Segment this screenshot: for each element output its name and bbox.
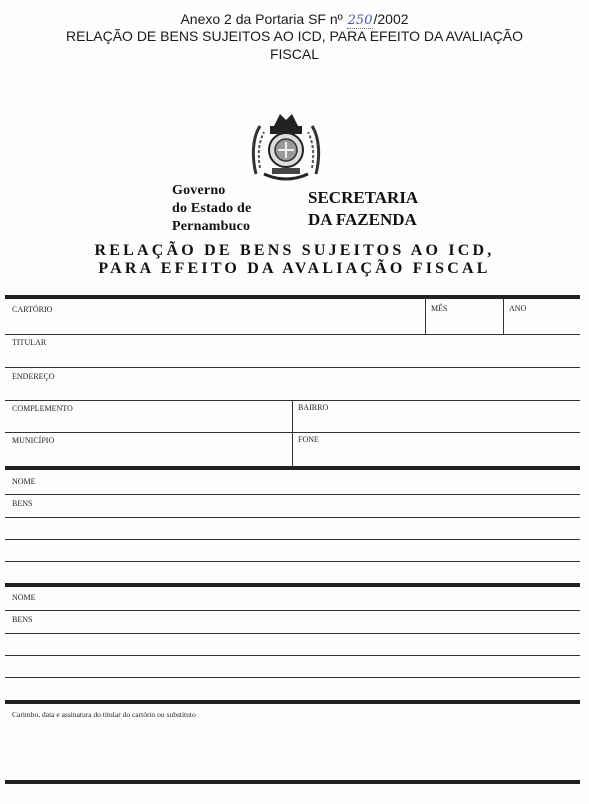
divider xyxy=(503,299,504,335)
annex-prefix: Anexo 2 da Portaria SF nº xyxy=(180,11,343,27)
bens-label: BENS xyxy=(12,615,33,624)
bottom-rule xyxy=(5,780,580,784)
complemento-label: COMPLEMENTO xyxy=(12,404,73,413)
divider xyxy=(425,299,426,335)
nome-label: NOME xyxy=(12,593,36,602)
document-title-line1: RELAÇÃO DE BENS SUJEITOS AO ICD, PARA EFEITO DA AVALIAÇÃO xyxy=(66,28,523,44)
form-title-line2: PARA EFEITO DA AVALIAÇÃO FISCAL xyxy=(98,260,491,277)
bairro-label: BAIRRO xyxy=(298,403,329,412)
signature-label: Carimbo, data e assinatura do titular do cartório ou substituto xyxy=(12,710,196,719)
government-line1: Governo xyxy=(172,183,226,198)
block-rule xyxy=(5,466,580,470)
fone-label: FONE xyxy=(298,435,319,444)
section-rule xyxy=(5,295,580,299)
coat-of-arms-icon xyxy=(250,108,322,186)
titular-label: TITULAR xyxy=(12,338,47,347)
government-line2: do Estado de xyxy=(172,201,252,216)
bens-field-line[interactable] xyxy=(5,539,580,540)
cartorio-field-line[interactable] xyxy=(5,334,580,335)
secretaria-line2: DA FAZENDA xyxy=(308,210,417,229)
titular-field-line[interactable] xyxy=(5,367,580,368)
nome-field-line[interactable] xyxy=(5,494,580,495)
bens-field-line[interactable] xyxy=(5,633,580,634)
bens-field-line[interactable] xyxy=(5,677,580,678)
footer-rule xyxy=(5,700,580,704)
ano-label: ANO xyxy=(509,304,527,313)
secretaria-line1: SECRETARIA xyxy=(308,188,419,207)
bens-field-line[interactable] xyxy=(5,561,580,562)
nome-label: NOME xyxy=(12,477,36,486)
government-line3: Pernambuco xyxy=(172,219,251,234)
annex-suffix: /2002 xyxy=(373,11,409,27)
mes-label: MÊS xyxy=(431,304,448,313)
endereco-label: ENDEREÇO xyxy=(12,372,55,381)
annex-number: 250 xyxy=(347,13,373,28)
cartorio-label: CARTÓRIO xyxy=(12,305,53,314)
block-rule xyxy=(5,583,580,587)
divider xyxy=(292,400,293,467)
bens-label: BENS xyxy=(12,499,33,508)
bens-field-line[interactable] xyxy=(5,517,580,518)
municipio-label: MUNICÍPIO xyxy=(12,436,55,445)
bens-field-line[interactable] xyxy=(5,655,580,656)
document-title-line2: FISCAL xyxy=(269,46,319,62)
form-title-line1: RELAÇÃO DE BENS SUJEITOS AO ICD, xyxy=(94,242,495,259)
annex-line xyxy=(0,12,589,28)
nome-field-line[interactable] xyxy=(5,610,580,611)
